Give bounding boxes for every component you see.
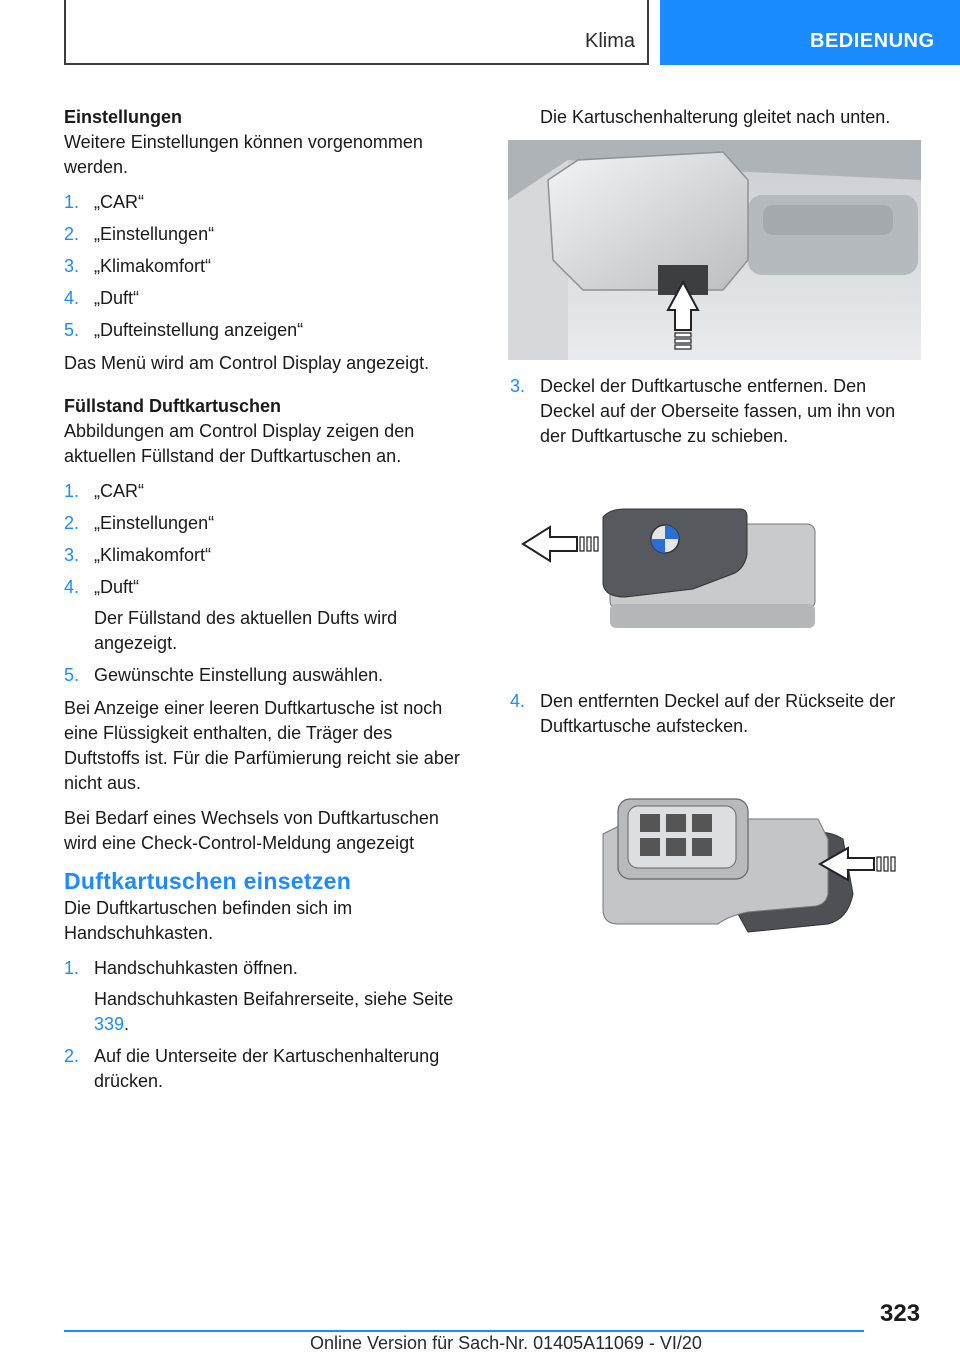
insert-intro: Die Duftkartuschen befinden sich im Handschuhkasten.: [64, 898, 353, 943]
right-steps-b: [510, 689, 925, 739]
level-intro: Abbildungen am Control Display zeigen den aktuellen Füllstand der Duftkartuschen an.: [64, 421, 415, 466]
list-item: 1. „CAR“: [64, 481, 144, 501]
settings-heading: Einstellungen: [64, 107, 183, 127]
list-item: 5. „Dufteinstellung anzeigen“: [64, 320, 304, 340]
glovebox-cartridge-photo: [508, 140, 921, 360]
list-item: 3. „Klimakomfort“: [64, 545, 212, 565]
list-item: 2. „Einstellungen“: [64, 513, 215, 533]
list-item: 2. „Einstellungen“: [64, 224, 215, 244]
list-item: 1. Handschuhkasten öffnen. Handschuhkasten Beifahrerseite, siehe Seite 339.: [64, 958, 454, 1034]
header-section-box: [64, 0, 649, 65]
right-steps-a: [510, 374, 925, 449]
attach-lid-illustration: [598, 794, 908, 944]
header-chapter-box: [660, 0, 960, 65]
level-heading: Füllstand Duftkartuschen: [64, 396, 282, 416]
left-column: [64, 105, 469, 1102]
header-section-label: Klima: [584, 30, 635, 52]
settings-result: Das Menü wird am Control Display angezeigt.: [64, 353, 430, 373]
footer-divider: [64, 1330, 864, 1332]
right-column: [510, 105, 925, 944]
level-note-change: Bei Bedarf eines Wechsels von Duftkartuschen wird eine Check-Control-Meldung angezeigt: [64, 808, 439, 853]
list-item: 3. „Klimakomfort“: [64, 256, 212, 276]
page-link-339[interactable]: 339: [94, 1014, 125, 1034]
level-steps: [64, 479, 469, 688]
insert-heading: Duftkartuschen einsetzen: [64, 868, 352, 894]
header-chapter-label: BEDIENUNG: [810, 30, 935, 52]
list-item: 5. Gewünschte Einstellung auswählen.: [64, 665, 384, 685]
settings-steps: [64, 190, 469, 343]
slide-text: Die Kartuschenhalterung gleitet nach unten.: [540, 107, 891, 127]
list-item: 4. Den entfernten Deckel auf der Rückseite der Duftkartusche aufstecken.: [510, 691, 896, 736]
list-item: 3. Deckel der Duftkartusche entfernen. Den Deckel auf der Oberseite fassen, um ihn von der Duftkartusche zu schieben.: [510, 376, 896, 446]
page-number: 323: [880, 1300, 921, 1327]
level-note-empty: Bei Anzeige einer leeren Duftkartusche ist noch eine Flüssigkeit enthalten, die Träger des Duftstoffs ist. Für die Parfümierung reicht sie aber nicht aus.: [64, 698, 460, 793]
insert-steps: [64, 956, 469, 1094]
remove-lid-illustration: [515, 499, 835, 639]
list-item: 4. „Duft“ Der Füllstand des aktuellen Dufts wird angezeigt.: [64, 577, 398, 653]
list-item: 2. Auf die Unterseite der Kartuschenhalterung drücken.: [64, 1046, 440, 1091]
list-item: 1. „CAR“: [64, 192, 144, 212]
settings-intro: Weitere Einstellungen können vorgenommen werden.: [64, 132, 423, 177]
list-item: 4. „Duft“: [64, 288, 139, 308]
footer-online-version: Online Version für Sach-Nr. 01405A11069 - VI/20: [310, 1333, 702, 1353]
